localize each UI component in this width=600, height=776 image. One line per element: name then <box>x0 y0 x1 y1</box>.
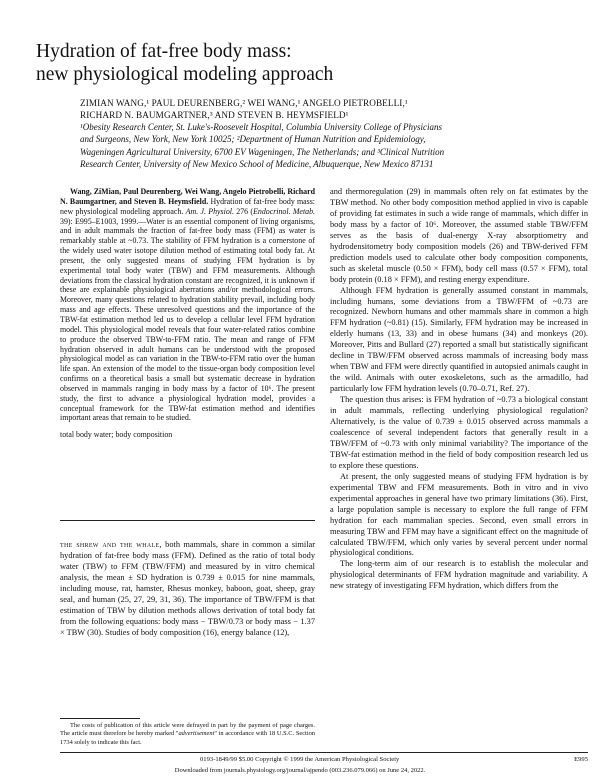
intro-paragraph <box>60 540 315 639</box>
affiliation-line-2: and Surgeons, New York, New York 10025; ²Department of Human Nutrition and Epidemiology, <box>80 134 426 145</box>
journal-section: Endocrinol. Metab. <box>253 206 315 216</box>
body-paragraph: At present, the only suggested means of studying FFM hydration is by experimental TBW and FFM measurements. Both in vitro and in vivo experimental approaches in general have two primary limitations (36). First, a large population sample is necessary to explore the full range of FFM hydration for each mammalian species. Second, even small errors in measuring TBW and FFM may have a significant effect on the magnitude of calculated TBW/FFM, which only varies by several percent under normal physiological conditions. <box>330 471 588 558</box>
issn-copyright: 0193-1849/99 $5.00 Copyright © 1999 the American Physiological Society <box>200 756 400 763</box>
body-paragraph: The question thus arises: is FFM hydration of ~0.73 a biological constant in adult mammals, reflecting underlying physiological regulation? Alternatively, is the value of 0.739 ± 0.015 observed across mammals a coalescence of several independent factors that generally result in a TBW/FFM of ~0.73 with only minimal variability? The importance of the TBW-fat estimation method in the field of body composition research led us to explore these questions. <box>330 395 588 470</box>
footnote-italic: advertisement <box>178 730 215 738</box>
keywords: total body water; body composition <box>60 430 173 440</box>
title-line-1: Hydration of fat-free body mass: <box>36 41 292 62</box>
affiliations <box>80 121 590 170</box>
article-title <box>36 40 576 86</box>
title-line-2: new physiological modeling approach <box>36 64 334 85</box>
right-column <box>330 187 588 592</box>
abstract-authors: Wang, ZiMian, Paul Deurenberg, Wei Wang, Angelo Pietrobelli, Richard N. Baumgartner, and Steven B. Heymsfield. <box>60 187 315 206</box>
bottom-divider <box>60 752 588 753</box>
affiliation-line-4: Research Center, University of New Mexico School of Medicine, Albuquerque, New Mexico 87131 <box>80 158 434 169</box>
abstract-text: —Water is an essential component of living organisms, and in adult mammals the fraction of fat-free body mass (FFM) as water is remarkably stable at ~0.73. The stability of FFM hydration is a cornerstone of the widely used water isotope dilution method of estimating total body fat. At present, the only suggested means of studying FFM hydration is by experimental total body water (TBW) and FFM measurements. Although deviations from the classical hydration constant are recognized, it is unknown if these are explainable physiological aberrations and/or methodological errors. Moreover, many questions related to hydration stability prevail, including body mass and age effects. These unresolved questions and the importance of the TBW-fat estimation method led us to develop a cellular level FFM hydration model. This physiological model reveals that four water-related ratios combine to produce the observed TBW-to-FFM ratio. The mean and range of FFM hydration observed in adult humans can be understood with the proposed physiological model as can variation in the TBW-to-FFM ratio over the human life span. An extension of the model to the tissue-organ body composition level confirms on a theoretical basis a small but systematic decrease in hydration observed in mammals ranging in body mass by a factor of 10⁶. The present study, the first to advance a physiological hydration model, provides a conceptual framework for the TBW-fat estimation method and identifies important areas that remain to be studied. <box>60 216 315 423</box>
footnote-divider <box>60 718 140 719</box>
author-list <box>80 97 580 122</box>
cost-footnote <box>60 722 315 747</box>
author-line-1: ZIMIAN WANG,¹ PAUL DEURENBERG,² WEI WANG,¹ ANGELO PIETROBELLI,¹ <box>80 98 408 108</box>
introduction-block <box>60 540 315 639</box>
intro-lead: the shrew and the whale, <box>60 540 162 549</box>
citation-rest: 39): E995–E1003, 1999. <box>60 216 139 226</box>
journal-name: Am. J. Physiol. <box>185 206 234 216</box>
page-number: E995 <box>574 756 588 763</box>
intro-text: both mammals, share in common a similar hydration of fat-free body mass (FFM). Defined as the ratio of total body water (TBW) to FFM (TBW/FFM) and measured by in vitro chemical analysis, the mean ± SD hydration is 0.739 ± 0.015 for nine mammals, including mouse, rat, hamster, Rhesus monkey, baboon, goat, sheep, gray seal, and human (25, 27, 29, 31, 36). The importance of TBW/FFM is that estimation of TBW by dilution methods allows derivation of total body fat from the following equations: body mass − TBW/0.73 or body mass − 1.37 × TBW (30). Studies of body composition (16), energy balance (12), <box>60 540 315 637</box>
body-paragraph: Although FFM hydration is generally assumed constant in mammals, including humans, some deviations from a TBW/FFM of ~0.73 are recognized. Newborn humans and other mammals share in common a high FFM hydration (~0.81) (15). Similarly, FFM hydration may be increased in elderly humans (13, 33) and in obese humans (34) and monkeys (20). Moreover, Pitts and Bullard (27) reported a small but statistically significant decline in TBW/FFM observed across mammals of increasing body mass when TBW and FFM were directly quantified in autopsied animals caught in the wild. Animals with outer exoskeletons, such as the armadillo, had particularly low FFM hydration levels (0.70–0.71, Ref. 27). <box>330 285 588 394</box>
footnote-prefix: The costs of publication of this article were defrayed in part by the payment of page charges. The article must therefore be hereby marked " <box>60 722 315 738</box>
abstract-block <box>60 187 315 440</box>
body-paragraph: The long-term aim of our research is to establish the molecular and physiological determinants of FFM hydration magnitude and variability. A new strategy of investigating FFM hydration, which differs from the <box>330 559 588 591</box>
download-notice: Downloaded from journals.physiology.org/journal/ajpendo (003.236.079.066) on June 24, 2022. <box>174 767 426 774</box>
abstract-paragraph <box>60 187 315 423</box>
copyright-line <box>60 755 588 764</box>
body-paragraph: and thermoregulation (29) in mammals often rely on fat estimates by the TBW method. No other body composition method applied in vivo is capable of providing fat estimates in such a wide range of mammals, which differ in body mass by a factor of 10⁶. Moreover, the assumed stable TBW/FFM serves as the basis of dual-energy X-ray absorptiometry and hydrodensitometry body composition models (26) and TBW-derived FFM prediction models used to calculate other body composition components, such as skeletal muscle (0.50 × FFM), body cell mass (0.57 × FFM), total body protein (0.18 × FFM), and resting energy expenditure. <box>330 187 588 284</box>
abstract-divider <box>60 520 315 521</box>
affiliation-line-1: ¹Obesity Research Center, St. Luke's-Roosevelt Hospital, Columbia University College of Physicians <box>80 122 442 132</box>
footnote-text <box>60 722 315 747</box>
citation-volume: 276 ( <box>233 206 254 216</box>
author-line-2: RICHARD N. BAUMGARTNER,³ AND STEVEN B. HEYMSFIELD¹ <box>80 110 349 121</box>
affiliation-line-3: Wageningen Agricultural University, 6700 EV Wageningen, The Netherlands; and ³Clinical Nutrition <box>80 146 445 157</box>
citation-title: Hydration of fat-free body mass: new physiological modeling approach. <box>60 196 315 216</box>
footnote-suffix: " in accordance with 18 U.S.C. Section 1734 solely to indicate this fact. <box>60 730 316 746</box>
